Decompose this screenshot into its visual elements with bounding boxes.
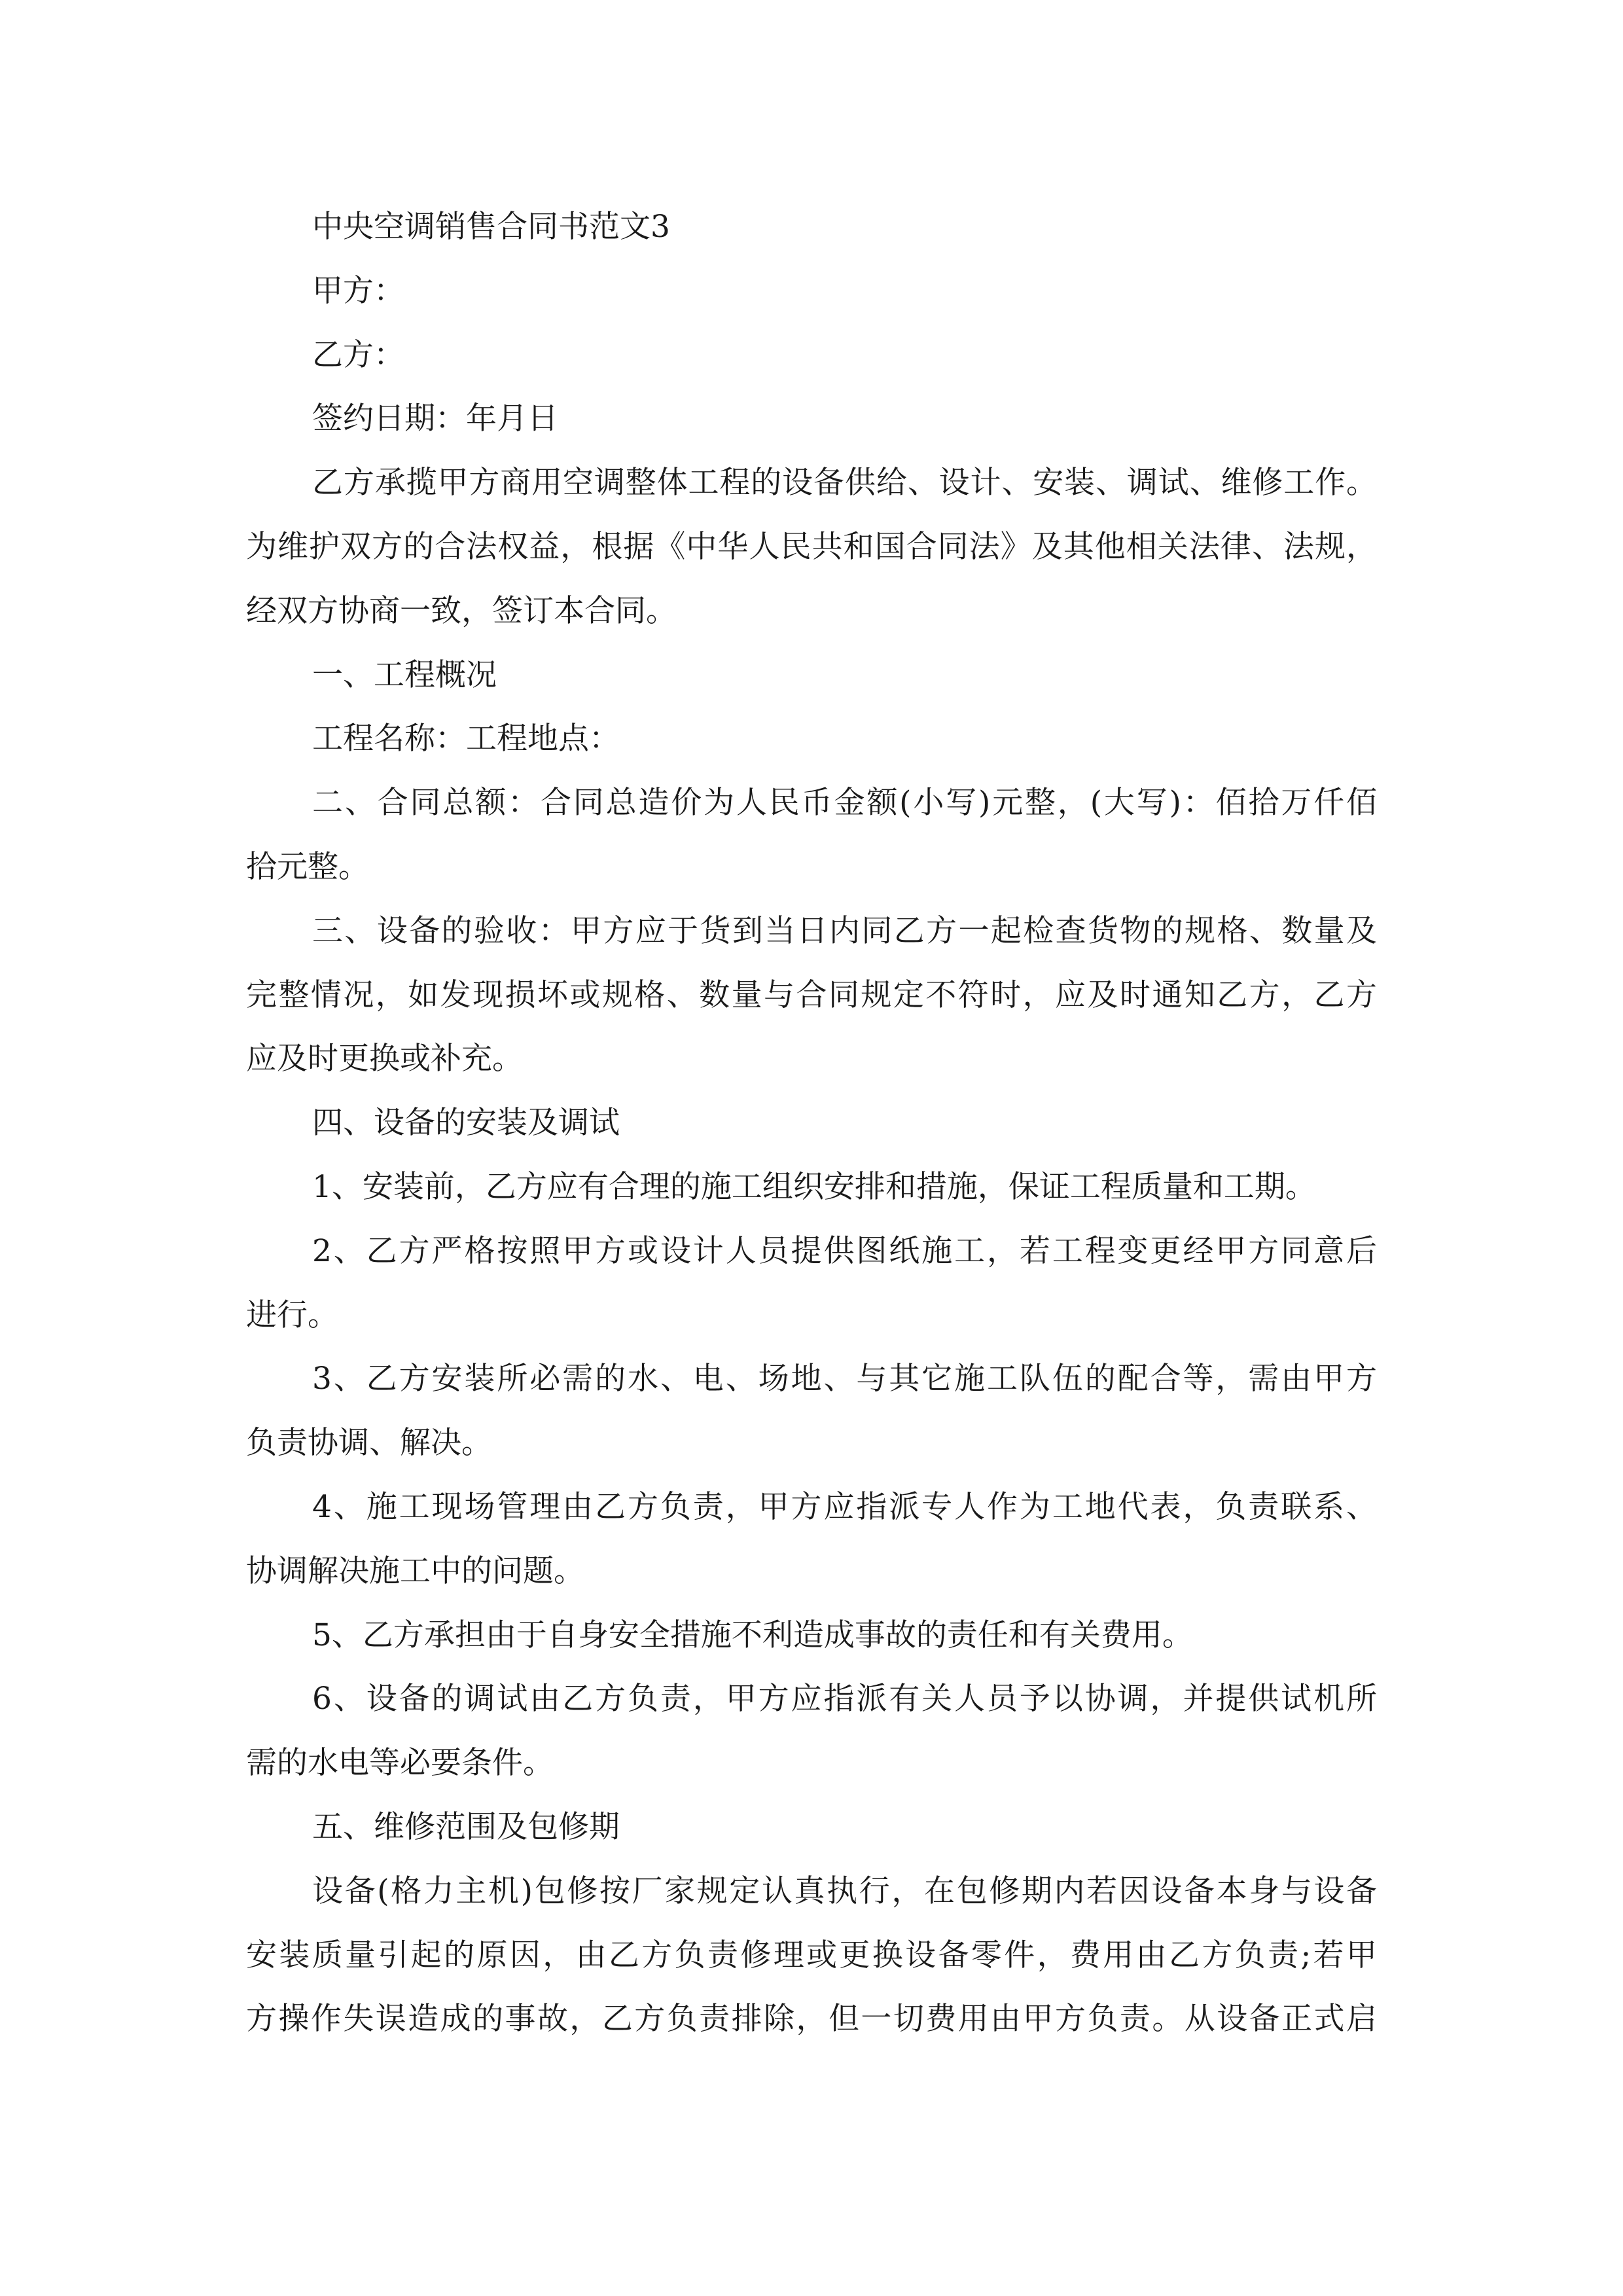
text-line: 签约日期：年月日: [312, 401, 558, 437]
text-line: 为维护双方的合法权益，根据《中华人民共和国合同法》及其他相关法律、法规，: [246, 528, 1377, 565]
paragraph-clause-4-4: [246, 1475, 1377, 1604]
text-line: 经双方协商一致，签订本合同。: [246, 592, 677, 629]
text-line: 二、合同总额：合同总造价为人民币金额(小写)元整，(大写)：佰拾万仟佰: [312, 785, 1377, 821]
paragraph-section-3: [246, 899, 1377, 1091]
paragraph-clause-4-1: [246, 1155, 1377, 1219]
paragraph-clause-4-6: [246, 1667, 1377, 1795]
text-line: 乙方：: [312, 336, 404, 373]
text-line: 6、设备的调试由乙方负责，甲方应指派有关人员予以协调，并提供试机所: [312, 1681, 1377, 1717]
text-line: 负责协调、解决。: [246, 1425, 492, 1462]
text-line: 拾元整。: [246, 848, 369, 885]
paragraph-section-1-heading: [246, 643, 1377, 708]
paragraph-section-4-heading: [246, 1091, 1377, 1155]
paragraph-sign-date: [246, 387, 1377, 451]
paragraph-title: [246, 195, 1377, 259]
text-line: 进行。: [246, 1297, 338, 1333]
text-line: 应及时更换或补充。: [246, 1041, 523, 1077]
text-line: 设备(格力主机)包修按厂家规定认真执行，在包修期内若因设备本身与设备: [312, 1873, 1377, 1909]
text-line: 五、维修范围及包修期: [312, 1808, 620, 1845]
text-line: 四、设备的安装及调试: [312, 1105, 620, 1141]
text-line: 工程名称：工程地点：: [312, 721, 620, 757]
text-line: 安装质量引起的原因，由乙方负责修理或更换设备零件，费用由乙方负责;若甲: [246, 1937, 1377, 1973]
paragraph-project-info: [246, 707, 1377, 771]
text-line: 2、乙方严格按照甲方或设计人员提供图纸施工，若工程变更经甲方同意后: [312, 1232, 1377, 1269]
paragraph-party-a: [246, 259, 1377, 323]
paragraph-section-5-body: [246, 1859, 1377, 2051]
text-line: 完整情况，如发现损坏或规格、数量与合同规定不符时，应及时通知乙方，乙方: [246, 977, 1377, 1013]
paragraph-clause-4-2: [246, 1219, 1377, 1348]
text-line: 中央空调销售合同书范文3: [312, 209, 670, 245]
paragraph-section-2: [246, 771, 1377, 899]
paragraph-party-b: [246, 323, 1377, 387]
text-line: 5、乙方承担由于自身安全措施不利造成事故的责任和有关费用。: [312, 1617, 1193, 1653]
paragraph-clause-4-5: [246, 1604, 1377, 1668]
text-line: 三、设备的验收：甲方应于货到当日内同乙方一起检查货物的规格、数量及: [312, 912, 1377, 949]
paragraph-preamble: [246, 451, 1377, 643]
text-line: 1、安装前，乙方应有合理的施工组织安排和措施，保证工程质量和工期。: [312, 1168, 1316, 1205]
document-body: [246, 195, 1377, 2051]
text-line: 3、乙方安装所必需的水、电、场地、与其它施工队伍的配合等，需由甲方: [312, 1361, 1377, 1397]
text-line: 4、施工现场管理由乙方负责，甲方应指派专人作为工地代表，负责联系、: [312, 1488, 1377, 1525]
text-line: 方操作失误造成的事故，乙方负责排除，但一切费用由甲方负责。从设备正式启: [246, 2001, 1377, 2037]
text-line: 一、工程概况: [312, 656, 497, 693]
paragraph-section-5-heading: [246, 1795, 1377, 1859]
text-line: 甲方：: [312, 272, 404, 309]
text-line: 需的水电等必要条件。: [246, 1745, 554, 1782]
paragraph-clause-4-3: [246, 1347, 1377, 1475]
text-line: 乙方承揽甲方商用空调整体工程的设备供给、设计、安装、调试、维修工作。: [312, 465, 1377, 501]
text-line: 协调解决施工中的问题。: [246, 1552, 584, 1589]
